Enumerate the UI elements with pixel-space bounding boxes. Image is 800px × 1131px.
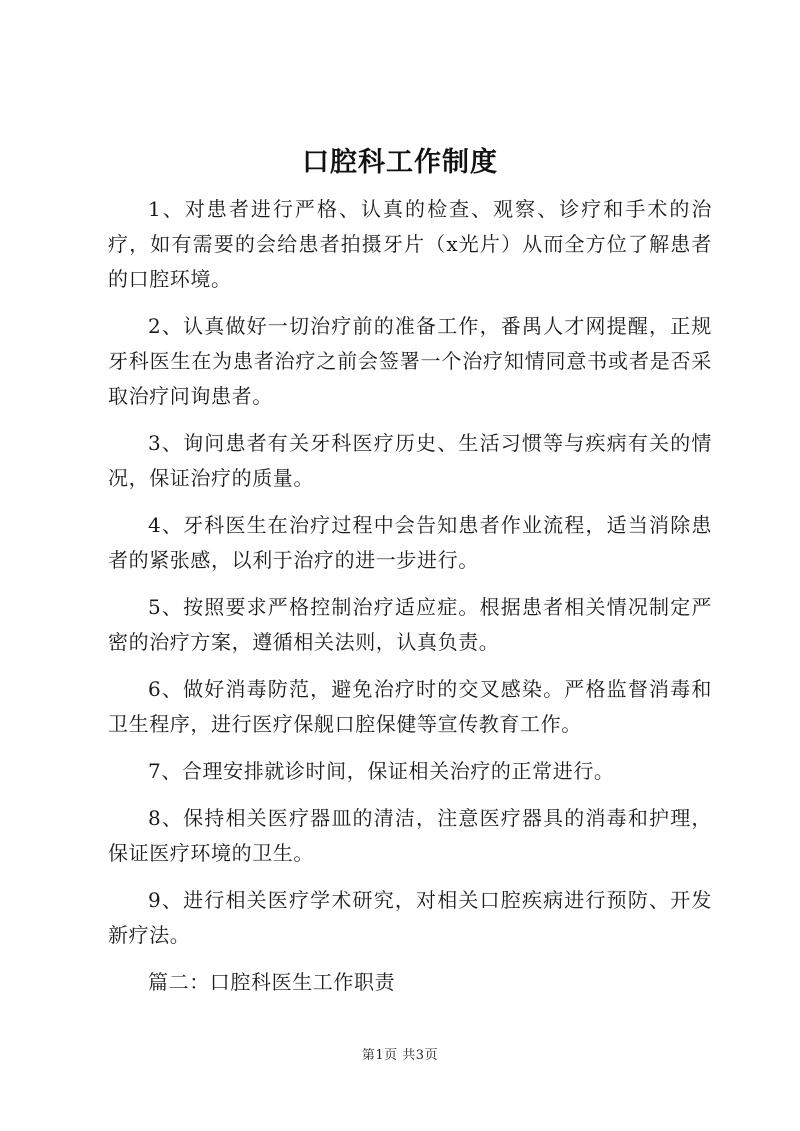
paragraph-6: 6、做好消毒防范，避免治疗时的交叉感染。严格监督消毒和卫生程序，进行医疗保舰口腔保健等宣传教育工作。 bbox=[108, 677, 712, 736]
paragraph-4: 4、牙科医生在治疗过程中会告知患者作业流程，适当消除患者的紧张感，以利于治疗的进一步进行。 bbox=[108, 513, 712, 572]
document-body bbox=[108, 192, 712, 1012]
paragraph-5: 5、按照要求严格控制治疗适应症。根据患者相关情况制定严密的治疗方案，遵循相关法则，认真负责。 bbox=[108, 595, 712, 654]
paragraph-9: 9、进行相关医疗学术研究，对相关口腔疾病进行预防、开发新疗法。 bbox=[108, 888, 712, 947]
paragraph-7: 7、合理安排就诊时间，保证相关治疗的正常进行。 bbox=[148, 759, 615, 783]
page-footer: 第1页 共3页 bbox=[361, 1048, 439, 1063]
paragraph-3: 3、询问患者有关牙科医疗历史、生活习惯等与疾病有关的情况，保证治疗的质量。 bbox=[108, 431, 712, 490]
page-title: 口腔科工作制度 bbox=[302, 147, 498, 178]
paragraph-2: 2、认真做好一切治疗前的准备工作，番禺人才网提醒，正规牙科医生在为患者治疗之前会签署一个治疗知情同意书或者是否采取治疗问询患者。 bbox=[108, 314, 712, 408]
paragraph-1: 1、对患者进行严格、认真的检查、观察、诊疗和手术的治疗，如有需要的会给患者拍摄牙片（x光片）从而全方位了解患者的口腔环境。 bbox=[108, 197, 712, 291]
paragraph-8: 8、保持相关医疗器皿的清洁，注意医疗器具的消毒和护理，保证医疗环境的卫生。 bbox=[108, 806, 712, 865]
section-heading: 篇二：口腔科医生工作职责 bbox=[148, 970, 396, 994]
